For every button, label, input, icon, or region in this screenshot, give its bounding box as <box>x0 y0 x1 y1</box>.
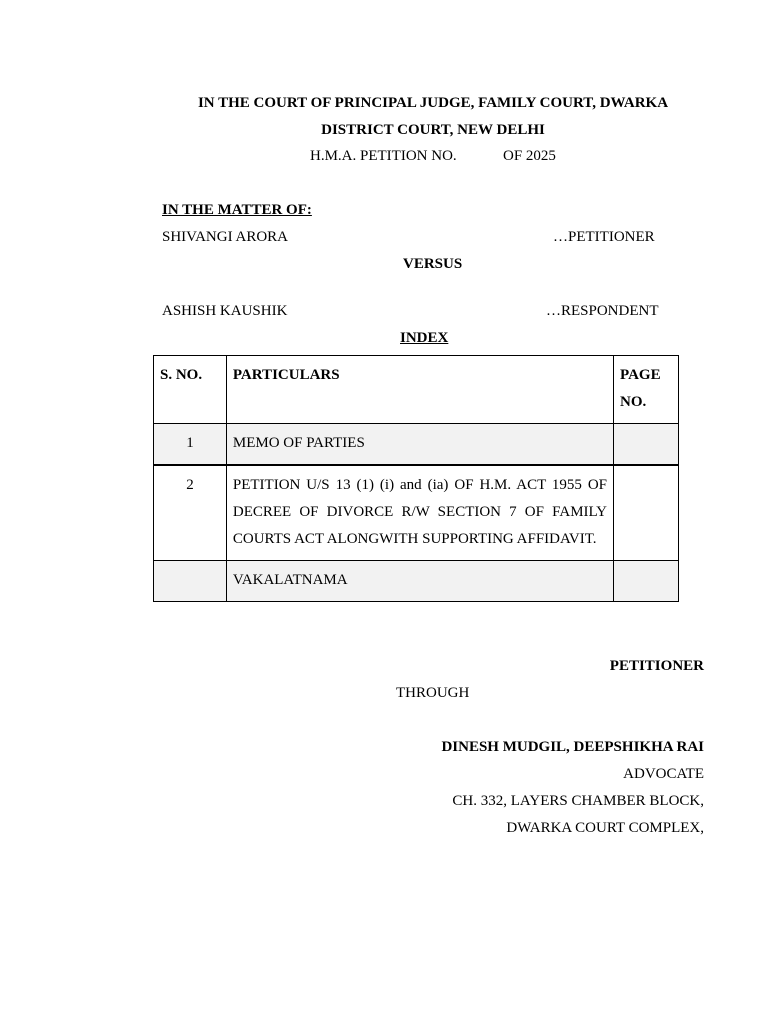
table-row <box>154 465 679 561</box>
row-page-no <box>614 424 679 466</box>
respondent-name: ASHISH KAUSHIK <box>162 303 288 319</box>
advocate-address-line2: DWARKA COURT COMPLEX, <box>506 820 704 836</box>
advocate-address-line1: CH. 332, LAYERS CHAMBER BLOCK, <box>452 793 704 809</box>
row-particulars: VAKALATNAMA <box>226 561 613 602</box>
row-sno <box>154 561 227 602</box>
row-particulars: MEMO OF PARTIES <box>226 424 613 466</box>
table-row <box>154 424 679 466</box>
header-particulars: PARTICULARS <box>226 356 613 424</box>
petition-year: OF 2025 <box>503 148 556 164</box>
row-page-no <box>614 465 679 561</box>
signature-through: THROUGH <box>396 685 470 701</box>
respondent-role: …RESPONDENT <box>546 303 659 319</box>
table-header-row <box>154 356 679 424</box>
advocate-names: DINESH MUDGIL, DEEPSHIKHA RAI <box>441 739 704 755</box>
row-sno: 2 <box>154 465 227 561</box>
row-particulars: PETITION U/S 13 (1) (i) and (ia) OF H.M. ACT 1955 OF DECREE OF DIVORCE R/W SECTION 7 OF FAMILY COURTS ACT ALONGWITH SUPPORTING AFFIDAVIT. <box>226 465 613 561</box>
in-the-matter-of-label: IN THE MATTER OF: <box>162 202 312 218</box>
petitioner-role: …PETITIONER <box>553 229 655 245</box>
header-page-no: PAGE NO. <box>614 356 679 424</box>
index-table <box>153 355 679 602</box>
advocate-designation: ADVOCATE <box>623 766 704 782</box>
versus-label: VERSUS <box>403 256 463 272</box>
petitioner-name: SHIVANGI ARORA <box>162 229 288 245</box>
petition-number-label: H.M.A. PETITION NO. <box>310 148 457 164</box>
row-page-no <box>614 561 679 602</box>
court-title-line1: IN THE COURT OF PRINCIPAL JUDGE, FAMILY COURT, DWARKA <box>197 95 669 111</box>
index-title: INDEX <box>400 330 449 346</box>
table-row <box>154 561 679 602</box>
court-title-line2: DISTRICT COURT, NEW DELHI <box>321 122 545 138</box>
header-sno: S. NO. <box>154 356 227 424</box>
row-sno: 1 <box>154 424 227 466</box>
signature-petitioner: PETITIONER <box>609 658 704 674</box>
